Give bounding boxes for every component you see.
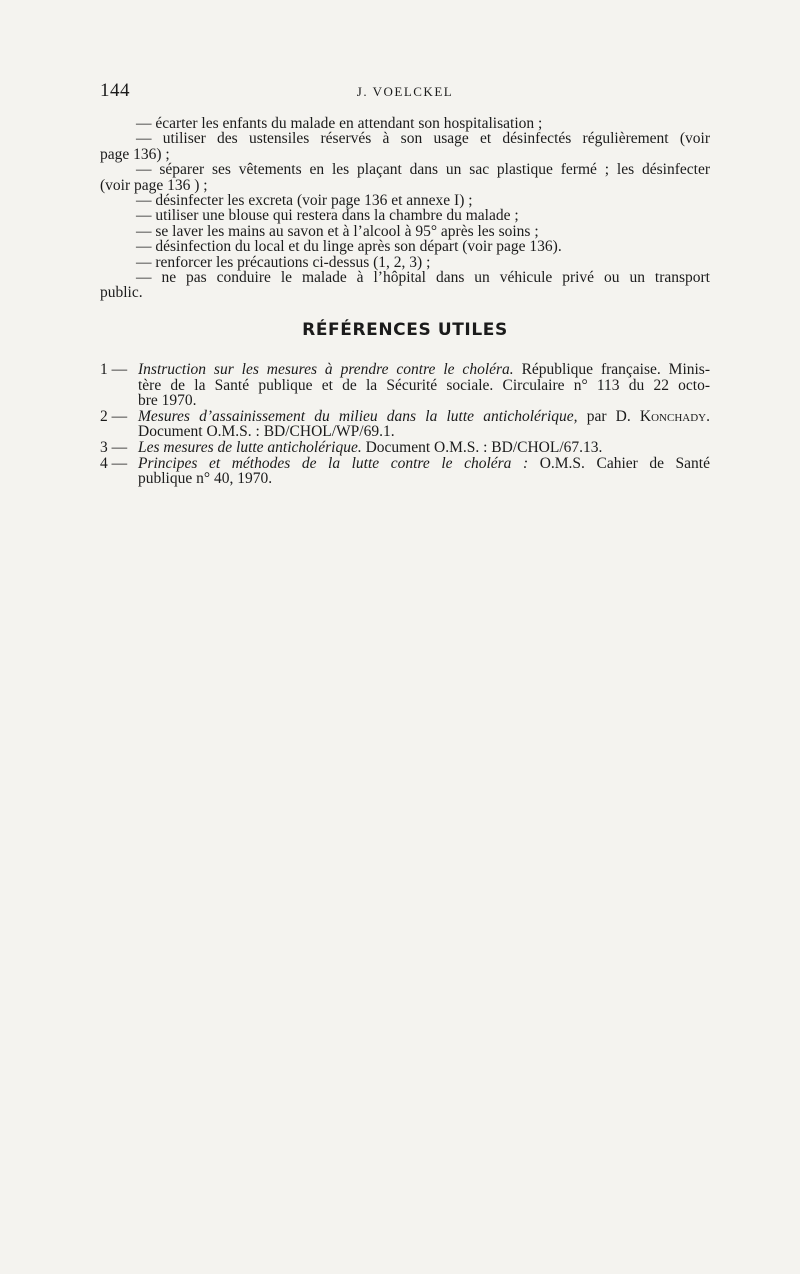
reference-title: Mesures d’assainissement du milieu dans la lutte anticholérique,: [138, 407, 578, 425]
reference-item: [100, 456, 710, 487]
reference-item: [100, 440, 710, 456]
reference-text: .: [706, 407, 710, 425]
reference-text: tère de la Santé publique et de la Sécurité sociale. Circulaire n° 113 du 22 octo-: [138, 376, 710, 394]
body-line: — séparer ses vêtements en les plaçant dans un sac plastique fermé ; les désinfecter: [136, 161, 710, 179]
body-line: — écarter les enfants du malade en attendant son hospitalisation ;: [136, 115, 543, 132]
body-line: — se laver les mains au savon et à l’alcool à 95° après les soins ;: [136, 222, 539, 240]
reference-author: Konchady: [639, 407, 707, 425]
reference-line: [138, 393, 710, 409]
reference-line: [138, 456, 710, 472]
reference-line: [138, 409, 710, 425]
body-line: — ne pas conduire le malade à l’hôpital dans un véhicule privé ou un transport: [136, 269, 710, 287]
reference-title: Instruction sur les mesures à prendre contre le choléra.: [138, 361, 514, 378]
reference-number: 4 —: [100, 454, 128, 472]
reference-item: [100, 362, 710, 409]
reference-line: [138, 471, 710, 487]
reference-text: Document O.M.S. : BD/CHOL/67.13.: [361, 438, 603, 456]
body-text: [100, 116, 710, 301]
body-line: public.: [100, 284, 143, 302]
reference-item: [100, 409, 710, 440]
body-line: (voir page 136 ) ;: [100, 176, 208, 194]
reference-text: Document O.M.S. : BD/CHOL/WP/69.1.: [138, 423, 395, 441]
body-line: — renforcer les précautions ci-dessus (1, 2, 3) ;: [136, 253, 431, 271]
reference-text: République française. Minis-: [513, 361, 711, 378]
running-head: J. VOELCKEL: [356, 84, 454, 99]
reference-number: 2 —: [100, 407, 128, 425]
reference-text: O.M.S. Cahier de Santé: [528, 454, 710, 472]
references-list: [100, 362, 710, 487]
reference-number: 1 —: [100, 361, 128, 378]
reference-number: 3 —: [100, 438, 128, 456]
reference-title: Principes et méthodes de la lutte contre le choléra :: [138, 454, 529, 472]
reference-text: publique n° 40, 1970.: [138, 470, 273, 488]
body-line: — utiliser des ustensiles réservés à son usage et désinfectés régulièrement (voir: [136, 130, 710, 148]
reference-text: par D.: [577, 407, 640, 425]
body-line: — désinfecter les excreta (voir page 136 et annexe I) ;: [136, 192, 473, 210]
reference-line: [138, 362, 710, 378]
page-number: 144: [100, 80, 130, 101]
section-heading: RÉFÉRENCES UTILES: [302, 320, 508, 340]
page-header: [100, 80, 710, 104]
reference-text: bre 1970.: [138, 392, 197, 410]
reference-title: Les mesures de lutte anticholérique.: [138, 438, 362, 456]
body-line: — utiliser une blouse qui restera dans la chambre du malade ;: [136, 207, 519, 225]
reference-line: [138, 378, 710, 394]
body-line: page 136) ;: [100, 145, 170, 163]
reference-line: [138, 424, 710, 440]
reference-line: [138, 440, 710, 456]
body-line: — désinfection du local et du linge après son départ (voir page 136).: [136, 238, 562, 256]
